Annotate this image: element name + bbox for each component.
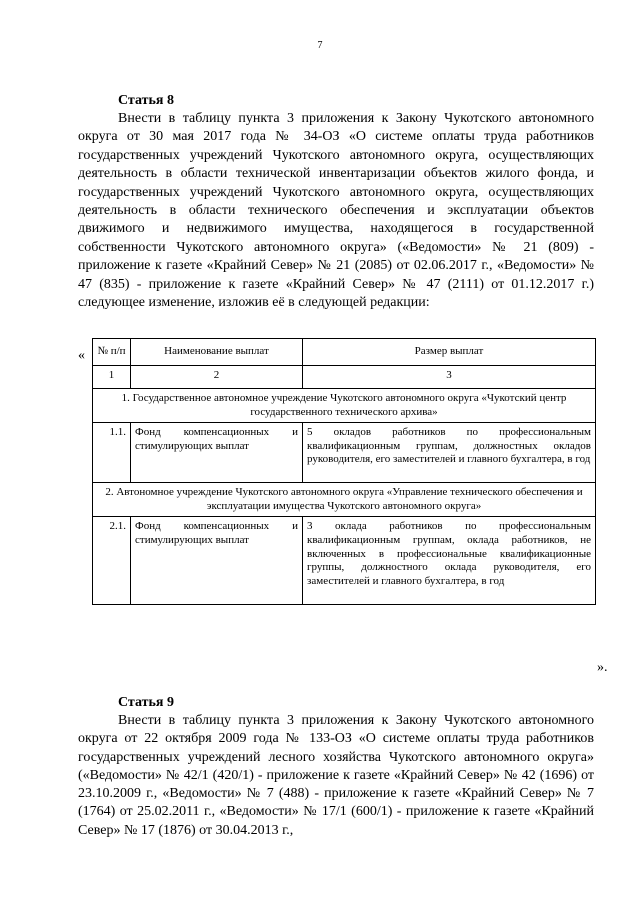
row-number: 1.1. bbox=[93, 423, 131, 483]
article-8-body: Внести в таблицу пункта 3 приложения к Закону Чукотского автономного округа от 30 мая 2017 года № 34-ОЗ «О системе оплаты труда работников государственных учреждений Чукотского автономного округа, осуществляющих деятельность в области технической инвентаризации объектов жилого фонда, и государственных учреждений Чукотского автономного округа, осуществляющих деятельность в области технического обеспечения и эксплуатации объектов движимого и недвижимого имущества, находящегося в государственной собственности Чукотского автономного округа» («Ведомости» № 21 (809) - приложение к газете «Крайний Север» № 21 (2085) от 02.06.2017 г., «Ведомости» № 47 (835) - приложение к газете «Крайний Север» № 47 (2111) от 01.12.2017 г.) следующее изменение, изложив её в следующей редакции: bbox=[78, 111, 594, 311]
payments-table bbox=[92, 338, 596, 605]
header-amount: Размер выплат bbox=[303, 339, 596, 366]
page-number: 7 bbox=[317, 40, 323, 51]
row-number: 2.1. bbox=[93, 517, 131, 605]
row-name: Фонд компенсационных и стимулирующих выплат bbox=[131, 517, 303, 605]
article-8-title: Статья 8 bbox=[118, 93, 174, 108]
table-group-row bbox=[93, 389, 596, 423]
group-title: 2. Автономное учреждение Чукотского автономного округа «Управление технического обеспечения и эксплуатации имущества Чукотского автономного округа» bbox=[93, 483, 596, 517]
table-row bbox=[93, 517, 596, 605]
quote-close: ». bbox=[597, 660, 608, 675]
row-amount: 5 окладов работников по профессиональным квалификационным группам, должностных окладов руководителя, его заместителей и главного бухгалтера, в год bbox=[303, 423, 596, 483]
group-title: 1. Государственное автономное учреждение Чукотского автономного округа «Чукотский центр государственного технического архива» bbox=[93, 389, 596, 423]
row-amount: 3 оклада работников по профессиональным квалификационным группам, оклада работников, не включенных в профессиональные квалификационные группы, должностного оклада руководителя, его заместителей и главного бухгалтера, в год bbox=[303, 517, 596, 605]
quote-open: « bbox=[78, 348, 85, 363]
table-row bbox=[93, 423, 596, 483]
column-number: 2 bbox=[131, 366, 303, 389]
header-no: № п/п bbox=[93, 339, 131, 366]
table-numbering-row bbox=[93, 366, 596, 389]
header-name: Наименование выплат bbox=[131, 339, 303, 366]
article-9 bbox=[78, 694, 594, 840]
article-9-title: Статья 9 bbox=[118, 695, 174, 710]
column-number: 3 bbox=[303, 366, 596, 389]
row-name: Фонд компенсационных и стимулирующих выплат bbox=[131, 423, 303, 483]
table-group-row bbox=[93, 483, 596, 517]
table-header-row bbox=[93, 339, 596, 366]
article-9-body: Внести в таблицу пункта 3 приложения к Закону Чукотского автономного округа от 22 октября 2009 года № 133-ОЗ «О системе оплаты труда работников государственных учреждений лесного хозяйства Чукотского автономного округа» («Ведомости» № 42/1 (420/1) - приложение к газете «Крайний Север» № 42 (1696) от 23.10.2009 г., «Ведомости» № 7 (488) - приложение к газете «Крайний Север» № 7 (1764) от 25.02.2011 г., «Ведомости» № 17/1 (600/1) - приложение к газете «Крайний Север» № 17 (1876) от 30.04.2013 г., bbox=[78, 713, 594, 838]
article-8 bbox=[78, 92, 594, 312]
column-number: 1 bbox=[93, 366, 131, 389]
